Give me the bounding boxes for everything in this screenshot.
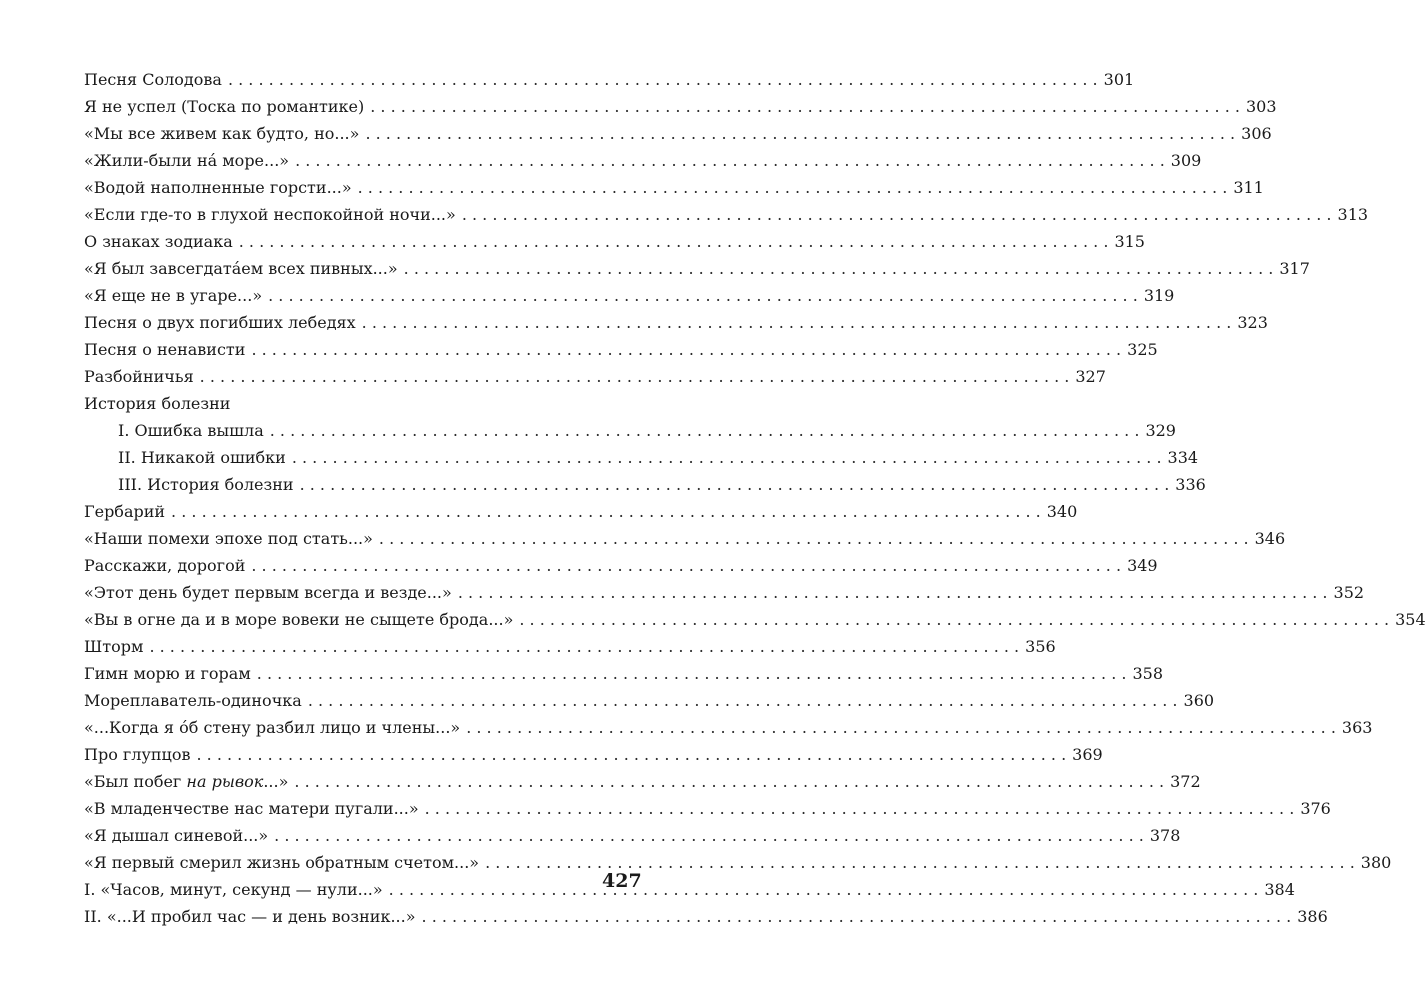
toc-entry-page: 313	[1337, 205, 1369, 224]
toc-leader-dots	[239, 228, 1109, 255]
toc-section-title: История болезни	[84, 394, 231, 413]
toc-entry-page: 319	[1143, 286, 1175, 305]
toc-entry-page: 378	[1149, 826, 1181, 845]
toc-entry-title: II. Никакой ошибки	[118, 448, 286, 467]
toc-entry	[84, 66, 1135, 93]
toc-entry-page: 376	[1300, 799, 1331, 818]
toc-entry-title: Гербарий	[84, 502, 166, 521]
toc-entry-title: «Я первый смерил жизнь обратным счетом...»	[84, 853, 480, 872]
toc-leader-dots	[389, 876, 1259, 903]
toc-entry	[84, 741, 1103, 768]
toc-entry	[84, 687, 1215, 714]
toc-leader-dots	[228, 66, 1098, 93]
toc-entry-title: III. История болезни	[118, 475, 294, 494]
toc-leader-dots	[257, 660, 1127, 687]
toc-entry-page: 363	[1341, 718, 1373, 737]
toc-entry-title: Песня о двух погибших лебедях	[84, 313, 356, 332]
toc-entry-title: «Жили-были нá море...»	[84, 151, 290, 170]
toc-leader-dots	[370, 93, 1240, 120]
toc-leader-dots	[251, 336, 1121, 363]
toc-entry-page: 352	[1333, 583, 1365, 602]
toc-leader-dots	[292, 444, 1162, 471]
toc-entry-page: 372	[1170, 772, 1201, 791]
toc-entry-page: 349	[1127, 556, 1158, 575]
toc-leader-dots	[294, 768, 1164, 795]
toc-subentry	[84, 471, 1206, 498]
toc-title-part: ...»	[263, 772, 289, 791]
toc-entry-title: I. Ошибка вышла	[118, 421, 264, 440]
toc-entry-title: Я не успел (Тоска по романтике)	[84, 97, 365, 116]
toc-leader-dots	[268, 282, 1138, 309]
toc-leader-dots	[149, 633, 1019, 660]
toc-entry	[84, 336, 1158, 363]
toc-subentry	[84, 417, 1176, 444]
toc-leader-dots	[251, 552, 1121, 579]
toc-section-heading	[84, 390, 595, 417]
toc-entry-page: 309	[1170, 151, 1202, 170]
toc-subentry	[84, 444, 1199, 471]
toc-entry-page: 369	[1072, 745, 1103, 764]
toc-entry	[84, 903, 1328, 930]
toc-leader-dots	[425, 795, 1295, 822]
toc-entry-page: 317	[1279, 259, 1310, 278]
toc-leader-dots	[365, 120, 1235, 147]
toc-entry	[84, 363, 1106, 390]
toc-entry-page: 301	[1103, 70, 1135, 89]
toc-entry-title: I. «Часов, минут, секунд — нули...»	[84, 880, 383, 899]
toc-entry-page: 327	[1075, 367, 1106, 386]
toc-entry-page: 358	[1132, 664, 1164, 683]
toc-entry-page: 354	[1395, 610, 1426, 629]
toc-entry-title	[84, 768, 288, 795]
toc-entry-title: Мореплаватель-одиночка	[84, 691, 302, 710]
toc-entry-page: 384	[1264, 880, 1295, 899]
toc-entry	[84, 498, 1078, 525]
toc-leader-dots	[295, 147, 1165, 174]
toc-leader-dots	[404, 255, 1274, 282]
toc-entry-page: 386	[1297, 907, 1328, 926]
toc-entry-title: Шторм	[84, 637, 144, 656]
toc-entry-title: Песня Солодова	[84, 70, 222, 89]
toc-entry-page: 311	[1233, 178, 1264, 197]
toc-entry	[84, 822, 1181, 849]
toc-entry-page: 356	[1025, 637, 1056, 656]
page-number: 427	[602, 870, 642, 892]
toc-entry-title: Разбойничья	[84, 367, 194, 386]
toc-entry-page: 306	[1241, 124, 1272, 143]
toc-leader-dots	[422, 903, 1292, 930]
toc-entry-page: 346	[1254, 529, 1286, 548]
toc-entry	[84, 174, 1264, 201]
toc-leader-dots	[270, 417, 1140, 444]
toc-entry-page: 323	[1237, 313, 1268, 332]
toc-entry	[84, 606, 1426, 633]
toc-entry-title: «Этот день будет первым всегда и везде...»	[84, 583, 452, 602]
toc-entry-title: «В младенчестве нас матери пугали...»	[84, 799, 419, 818]
toc-entry	[84, 282, 1175, 309]
toc-entry-page: 329	[1145, 421, 1176, 440]
toc-entry	[84, 849, 1392, 876]
toc-entry	[84, 714, 1373, 741]
toc-entry	[84, 660, 1164, 687]
toc-entry	[84, 120, 1272, 147]
toc-entry	[84, 201, 1369, 228]
toc-entry-title: Песня о ненависти	[84, 340, 246, 359]
toc-leader-dots	[308, 687, 1178, 714]
toc-entry	[84, 255, 1310, 282]
toc-entry	[84, 579, 1365, 606]
toc-entry-title: «Вы в огне да и в море вовеки не сыщете брода...»	[84, 610, 514, 629]
toc-entry-page: 380	[1360, 853, 1392, 872]
toc-entry-page: 303	[1245, 97, 1277, 116]
toc-leader-dots	[300, 471, 1170, 498]
toc-entry	[84, 768, 1201, 795]
toc-leader-dots	[362, 309, 1232, 336]
toc-entry-title: Расскажи, дорогой	[84, 556, 246, 575]
toc-entry-page: 360	[1183, 691, 1215, 710]
toc-entry-title: «Я еще не в угаре...»	[84, 286, 263, 305]
toc-leader-dots	[200, 363, 1070, 390]
toc-entry-title: II. «...И пробил час — и день возник...»	[84, 907, 416, 926]
toc-entry	[84, 525, 1286, 552]
toc-leader-dots	[458, 579, 1328, 606]
toc-entry-title: «Если где-то в глухой неспокойной ночи...»	[84, 205, 456, 224]
toc-entry	[84, 633, 1056, 660]
toc-title-part: «Был побег	[84, 772, 187, 791]
toc-entry-page: 325	[1127, 340, 1158, 359]
toc-leader-dots	[519, 606, 1389, 633]
toc-leader-dots	[358, 174, 1228, 201]
toc-entry-title: «Я дышал синевой...»	[84, 826, 269, 845]
toc-entry-title: «Наши помехи эпохе под стать...»	[84, 529, 373, 548]
toc-leader-dots	[466, 714, 1336, 741]
toc-entry	[84, 795, 1331, 822]
toc-entry	[84, 93, 1277, 120]
toc-entry-title: «...Когда я óб стену разбил лицо и члены...»	[84, 718, 461, 737]
toc-entry-page: 315	[1114, 232, 1145, 251]
toc-leader-dots	[379, 525, 1249, 552]
toc-leader-dots	[274, 822, 1144, 849]
toc-entry	[84, 147, 1202, 174]
toc-entry-title: О знаках зодиака	[84, 232, 233, 251]
toc-entry-title: «Водой наполненные горсти...»	[84, 178, 352, 197]
toc-entry-page: 340	[1046, 502, 1078, 521]
toc-leader-dots	[462, 201, 1332, 228]
toc-entry-title: «Мы все живем как будто, но...»	[84, 124, 360, 143]
toc-leader-dots	[171, 498, 1041, 525]
toc-entry-page: 334	[1167, 448, 1199, 467]
toc-entry	[84, 309, 1268, 336]
toc-entry-title: «Я был завсегдатáем всех пивных...»	[84, 259, 398, 278]
toc-entry-title: Гимн морю и горам	[84, 664, 251, 683]
toc-entry-title: Про глупцов	[84, 745, 191, 764]
toc-title-italic: на рывок	[186, 772, 264, 791]
toc-entry	[84, 228, 1145, 255]
toc-entry-page: 336	[1175, 475, 1206, 494]
toc-leader-dots	[196, 741, 1066, 768]
toc-entry	[84, 552, 1158, 579]
